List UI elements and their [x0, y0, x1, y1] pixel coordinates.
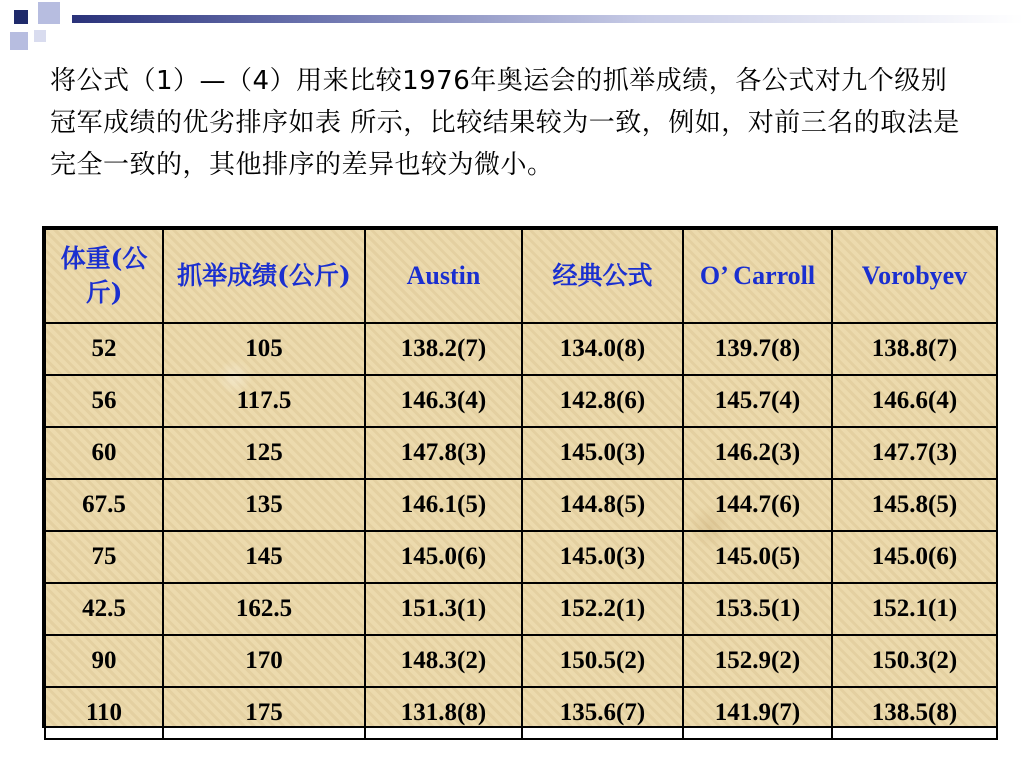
cell-austin: 145.0(6)	[365, 531, 522, 583]
title-gradient-bar	[72, 15, 1024, 23]
cell-ocarroll: 145.7(4)	[683, 375, 832, 427]
table-row	[45, 323, 997, 375]
table-row	[45, 687, 997, 739]
cell-vorobyev: 145.0(6)	[832, 531, 997, 583]
table-row	[45, 375, 997, 427]
table-row	[45, 427, 997, 479]
corner-square-light	[34, 30, 46, 42]
table-row	[45, 583, 997, 635]
cell-ocarroll: 139.7(8)	[683, 323, 832, 375]
cell-austin: 148.3(2)	[365, 635, 522, 687]
cell-ocarroll: 145.0(5)	[683, 531, 832, 583]
cell-snatch: 145	[163, 531, 365, 583]
cell-classic: 145.0(3)	[522, 531, 683, 583]
cell-ocarroll: 152.9(2)	[683, 635, 832, 687]
corner-square-lavender-top	[38, 2, 60, 24]
cell-weight: 60	[45, 427, 163, 479]
slide-paragraph: 将公式（1）—（4）用来比较1976年奥运会的抓举成绩，各公式对九个级别冠军成绩的优劣排序如表 所示，比较结果较为一致，例如，对前三名的取法是完全一致的，其他排序的差异也较为微小。	[50, 66, 960, 180]
header-classic-formula: 经典公式	[522, 229, 683, 323]
cell-weight: 90	[45, 635, 163, 687]
cell-snatch: 117.5	[163, 375, 365, 427]
cell-snatch: 125	[163, 427, 365, 479]
cell-snatch: 105	[163, 323, 365, 375]
table-row	[45, 635, 997, 687]
cell-austin: 146.3(4)	[365, 375, 522, 427]
table-row	[45, 479, 997, 531]
corner-square-navy	[14, 10, 28, 24]
corner-square-lavender-left	[10, 32, 28, 50]
header-austin: Austin	[365, 229, 522, 323]
cell-austin: 138.2(7)	[365, 323, 522, 375]
cell-austin: 147.8(3)	[365, 427, 522, 479]
cell-austin: 146.1(5)	[365, 479, 522, 531]
cell-weight: 67.5	[45, 479, 163, 531]
cell-vorobyev: 147.7(3)	[832, 427, 997, 479]
cell-classic: 152.2(1)	[522, 583, 683, 635]
cell-vorobyev: 138.5(8)	[832, 687, 997, 739]
cell-classic: 142.8(6)	[522, 375, 683, 427]
cell-austin: 151.3(1)	[365, 583, 522, 635]
cell-ocarroll: 144.7(6)	[683, 479, 832, 531]
header-weight: 体重(公斤)	[45, 229, 163, 323]
table-row	[45, 531, 997, 583]
cell-weight: 110	[45, 687, 163, 739]
cell-ocarroll: 141.9(7)	[683, 687, 832, 739]
cell-classic: 134.0(8)	[522, 323, 683, 375]
cell-vorobyev: 146.6(4)	[832, 375, 997, 427]
cell-classic: 144.8(5)	[522, 479, 683, 531]
header-snatch: 抓举成绩(公斤)	[163, 229, 365, 323]
cell-snatch: 175	[163, 687, 365, 739]
cell-weight: 42.5	[45, 583, 163, 635]
header-vorobyev: Vorobyev	[832, 229, 997, 323]
cell-vorobyev: 138.8(7)	[832, 323, 997, 375]
cell-weight: 75	[45, 531, 163, 583]
cell-vorobyev: 150.3(2)	[832, 635, 997, 687]
cell-vorobyev: 152.1(1)	[832, 583, 997, 635]
cell-ocarroll: 146.2(3)	[683, 427, 832, 479]
header-row	[45, 229, 997, 323]
results-table	[42, 226, 998, 728]
cell-snatch: 135	[163, 479, 365, 531]
cell-ocarroll: 153.5(1)	[683, 583, 832, 635]
cell-snatch: 170	[163, 635, 365, 687]
cell-snatch: 162.5	[163, 583, 365, 635]
cell-weight: 52	[45, 323, 163, 375]
header-ocarroll: O’ Carroll	[683, 229, 832, 323]
cell-vorobyev: 145.8(5)	[832, 479, 997, 531]
cell-classic: 135.6(7)	[522, 687, 683, 739]
cell-weight: 56	[45, 375, 163, 427]
cell-classic: 150.5(2)	[522, 635, 683, 687]
cell-classic: 145.0(3)	[522, 427, 683, 479]
cell-austin: 131.8(8)	[365, 687, 522, 739]
